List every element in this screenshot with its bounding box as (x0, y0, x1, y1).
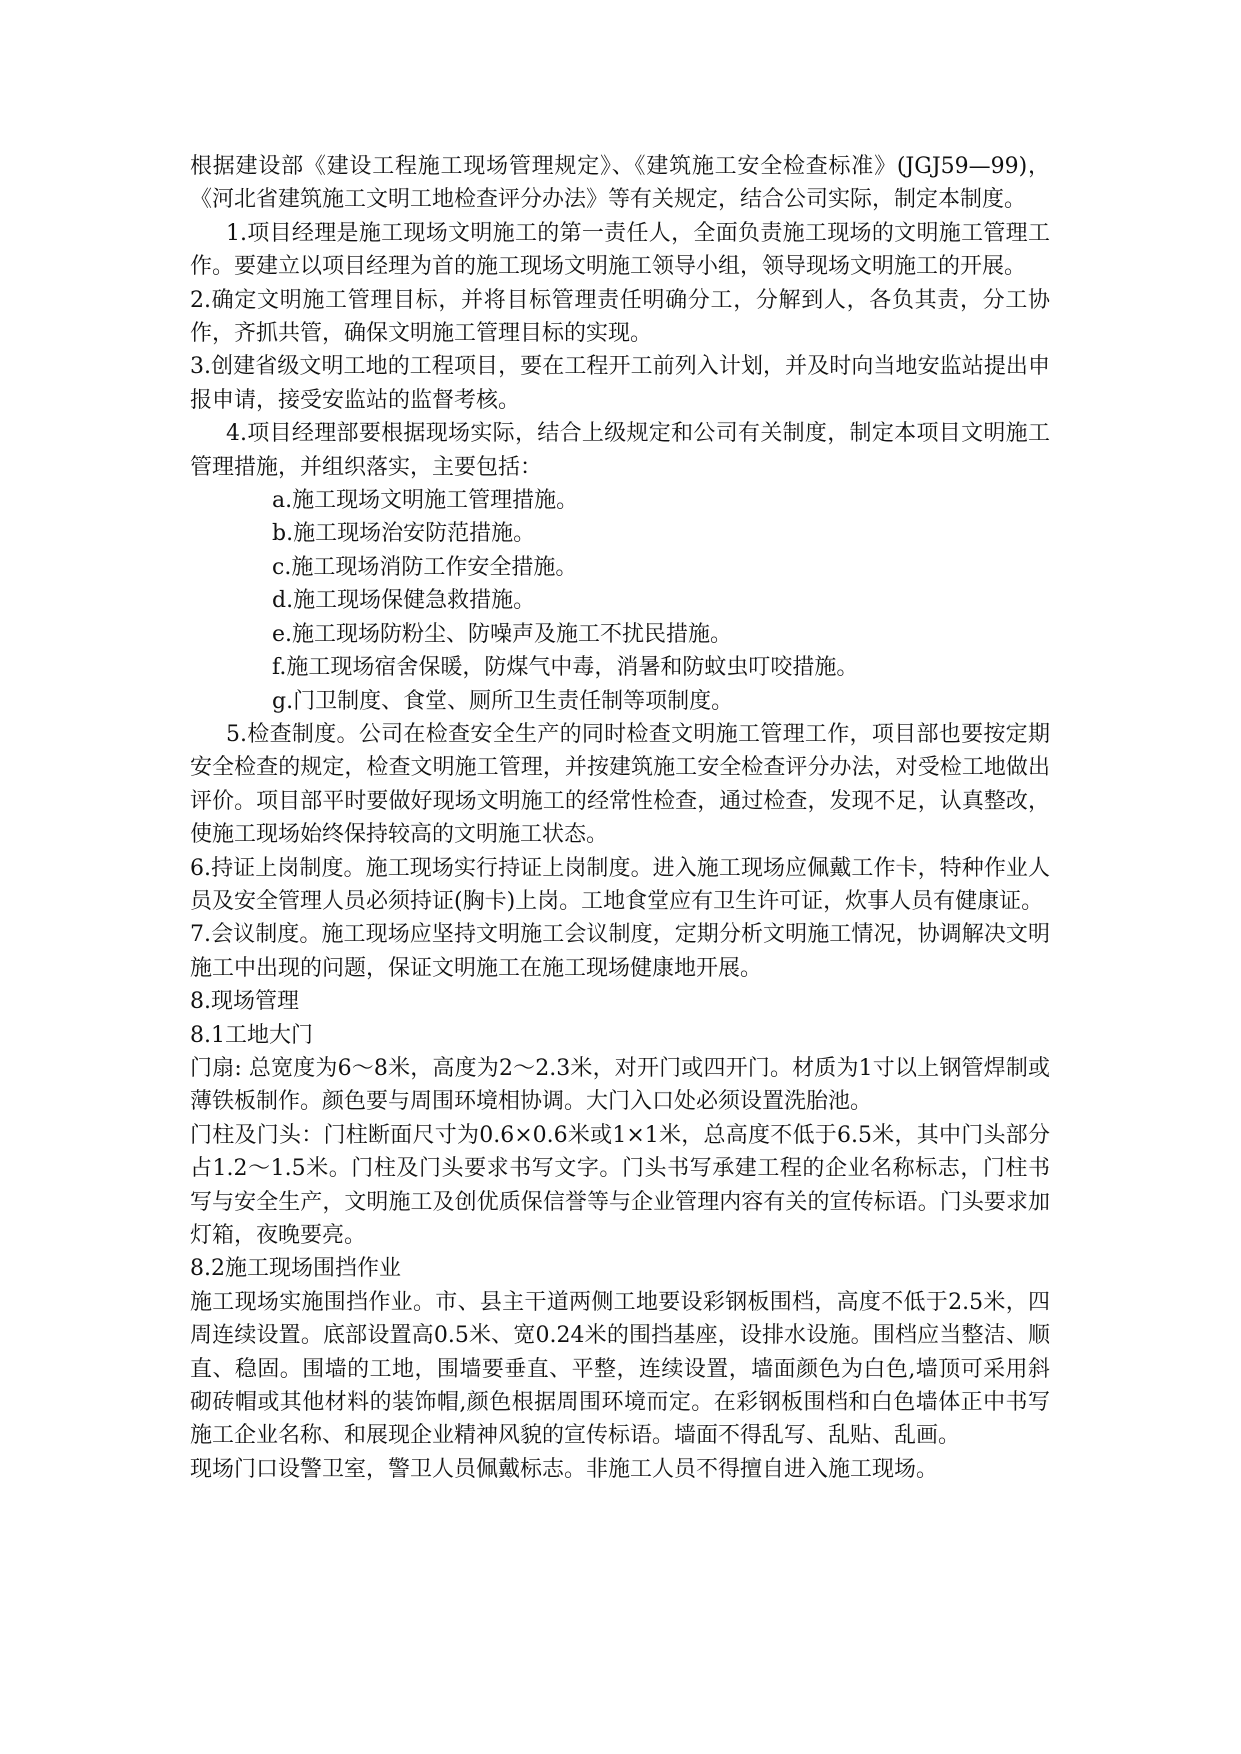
sublist-item-d: d.施工现场保健急救措施。 (272, 588, 536, 614)
enclosure-paragraph: 施工现场实施围挡作业。市、县主干道两侧工地要设彩钢板围档，高度不低于2.5米，四周连续设置。底部设置高0.5米、宽0.24米的围挡基座，设排水设施。围档应当整洁、顺直、稳固。围墙的工地，围墙要垂直、平整，连续设置，墙面颜色为白色,墙顶可采用斜砌砖帽或其他材料的装饰帽,颜色根据周围环境而定。在彩钢板围档和白色墙体正中书写施工企业名称、和展现企业精神风貌的宣传标语。墙面不得乱写、乱贴、乱画。 (190, 1289, 1050, 1449)
item-2-paragraph: 2.确定文明施工管理目标，并将目标管理责任明确分工，分解到人，各负其责，分工协作，齐抓共管，确保文明施工管理目标的实现。 (190, 287, 1050, 347)
section-8-1-heading: 8.1工地大门 (190, 1022, 313, 1048)
item-6-paragraph: 6.持证上岗制度。施工现场实行持证上岗制度。进入施工现场应佩戴工作卡，特种作业人员及安全管理人员必须持证(胸卡)上岗。工地食堂应有卫生许可证，炊事人员有健康证。 (190, 855, 1050, 914)
item-3-paragraph: 3.创建省级文明工地的工程项目，要在工程开工前列入计划，并及时向当地安监站提出申报申请，接受安监站的监督考核。 (190, 354, 1050, 413)
item-4-paragraph: 4.项目经理部要根据现场实际，结合上级规定和公司有关制度，制定本项目文明施工管理措施，并组织落实，主要包括： (190, 421, 1050, 480)
sublist-item-a: a.施工现场文明施工管理措施。 (272, 488, 579, 514)
sublist-item-f: f.施工现场宿舍保暖，防煤气中毒，消暑和防蚊虫叮咬措施。 (272, 655, 859, 681)
gate-post-paragraph: 门柱及门头：门柱断面尺寸为0.6×0.6米或1×1米，总高度不低于6.5米，其中门头部分占1.2～1.5米。门柱及门头要求书写文字。门头书写承建工程的企业名称标志，门柱书写与安全生产，文明施工及创优质保信誉等与企业管理内容有关的宣传标语。门头要求加灯箱，夜晚要亮。 (190, 1122, 1050, 1248)
document-body (190, 150, 1050, 1486)
sublist-item-c: c.施工现场消防工作安全措施。 (272, 554, 578, 580)
sublist-item-b: b.施工现场治安防范措施。 (272, 521, 536, 547)
section-8-2-heading: 8.2施工现场围挡作业 (190, 1256, 401, 1282)
item-7-paragraph: 7.会议制度。施工现场应坚持文明施工会议制度，定期分析文明施工情况，协调解决文明施工中出现的问题，保证文明施工在施工现场健康地开展。 (190, 922, 1050, 981)
intro-paragraph: 根据建设部《建设工程施工现场管理规定》、《建筑施工安全检查标准》(JGJ59—99)，《河北省建筑施工文明工地检查评分办法》等有关规定，结合公司实际，制定本制度。 (190, 154, 1050, 213)
guard-paragraph: 现场门口设警卫室，警卫人员佩戴标志。非施工人员不得擅自进入施工现场。 (190, 1456, 939, 1482)
gate-door-paragraph: 门扇: 总宽度为6～8米，高度为2～2.3米，对开门或四开门。材质为1寸以上钢管焊制或薄铁板制作。颜色要与周围环境相协调。大门入口处必须设置洗胎池。 (190, 1055, 1050, 1115)
sublist-item-e: e.施工现场防粉尘、防噪声及施工不扰民措施。 (272, 621, 733, 647)
item-1-paragraph: 1.项目经理是施工现场文明施工的第一责任人，全面负责施工现场的文明施工管理工作。要建立以项目经理为首的施工现场文明施工领导小组，领导现场文明施工的开展。 (190, 220, 1050, 280)
item-5-paragraph: 5.检查制度。公司在检查安全生产的同时检查文明施工管理工作，项目部也要按定期安全检查的规定，检查文明施工管理，并按建筑施工安全检查评分办法，对受检工地做出评价。项目部平时要做好现场文明施工的经常性检查，通过检查，发现不足，认真整改，使施工现场始终保持较高的文明施工状态。 (190, 721, 1050, 848)
section-8-heading: 8.现场管理 (190, 989, 299, 1015)
sublist-item-g: g.门卫制度、食堂、厕所卫生责任制等项制度。 (272, 688, 734, 714)
